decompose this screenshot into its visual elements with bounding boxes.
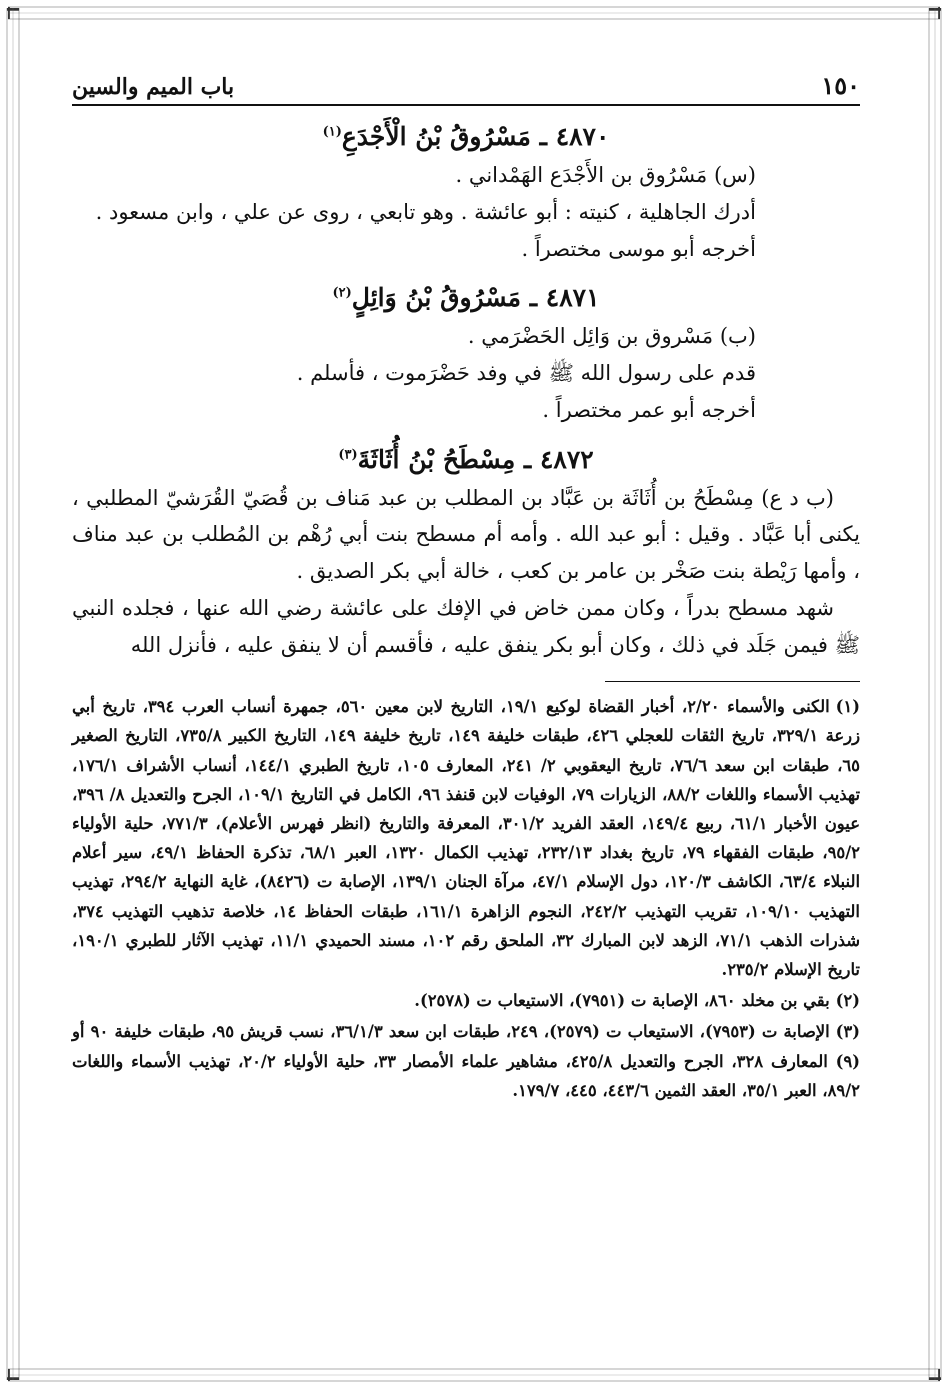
footnote-text: الإصابة ت (٧٩٥٣)، الاستيعاب ت (٢٥٧٩)، ٢٤٩، طبقات ابن سعد ٣٦/١/٣، نسب قريش ٩٥، طبقات خليفة ٩٠ أو (٩) المعارف ٣٢٨، الجرح والتعديل ٤٢٥/٨، مشاهير علماء الأمصار ٣٣، حلية الأولياء ٢٠/٢، تهذيب الأسماء واللغات ٨٩/٢، العبر ٣٥/١، العقد الثمين ٤٤٣/٦، ٤٤٥، ١٧٩/٧. <box>72 1022 860 1100</box>
entry-heading: ٤٨٧١ ـ مَسْرُوقُ بْنُ وَائِلٍ$^{(٢)}$ <box>332 283 600 313</box>
footnote <box>72 986 860 1015</box>
running-title: باب الميم والسين <box>72 74 235 100</box>
footnote <box>72 692 860 984</box>
footnote-text: الكنى والأسماء ٢/٢٠، أخبار القضاة لوكيع ١٩/١، التاريخ لابن معين ٥٦٠، جمهرة أنساب العرب ٣٩٤، تاريخ أبي زرعة ٣٢٩/١، تاريخ الثقات للعجلي ٤٢٦، طبقات خليفة ١٤٩، تاريخ خليفة ١٤٩، التاريخ الكبير ٧٣٥/٨، التاريخ الصغير ٦٥، طبقات ابن سعد ٧٦/٦، تاريخ اليعقوبي ٢/ ٢٤١، المعارف ١٠٥، تاريخ الطبري ١٤٤/١، أنساب الأشراف ١٧٦/١، تهذيب الأسماء واللغات ٨٨/٢، الزيارات ٧٩، الوفيات لابن قنفذ ٩٦، الكامل في التاريخ ١٠٩/١، الجرح والتعديل ٨/ ٣٩٦، عيون الأخبار ٦١/١، ربيع ١٤٩/٤، العقد الفريد ٣٠١/٢، المعرفة والتاريخ (انظر فهرس الأعلام)، ٧٧١/٣، حلية الأولياء ٩٥/٢، طبقات الفقهاء ٧٩، تاريخ بغداد ٢٣٢/١٣، تهذيب الكمال ١٣٢٠، العبر ٦٨/١، تذكرة الحفاظ ٤٩/١، سير أعلام النبلاء ٦٣/٤، الكاشف ١٢٠/٣، دول الإسلام ٤٧/١، مرآة الجنان ١٣٩/١، الإصابة ت (٨٤٢٦)، غاية النهاية ٢٩٤/٢، تهذيب التهذيب ١٠٩/١٠، تقريب التهذيب ٢٤٢/٢، النجوم الزاهرة ١٦١/١، طبقات الحفاظ ١٤، خلاصة تذهيب التهذيب ٣٧٤، شذرات الذهب ٧١/١، الزهد لابن المبارك ٣٢، الملحق رقم ١٠٢، مسند الحميدي ١١/١، تهذيب الآثار للطبري ١٩٠/١، تاريخ الإسلام ٢٣٥/٢. <box>72 697 861 980</box>
page-content <box>72 62 860 1348</box>
footnote-ref: (٢) <box>332 285 352 301</box>
ornamental-border-right <box>928 8 942 1380</box>
entry-paragraph: (س) مَسْرُوق بن الأَجْدَع الهَمْداني . <box>455 163 756 187</box>
ornamental-border-left <box>6 8 20 1380</box>
page-header <box>72 62 860 106</box>
entry-paragraph: (ب د ع) مِسْطَحُ بن أُثَاثَة بن عَبَّاد بن المطلب بن عبد مَناف بن قُصَيّ القُرَشيّ المطلبي ، يكنى أبا عَبَّاد . وقيل : أبو عبد الله . وأمه أم مسطح بنت أبي رُهْم بن المُطلب بن عبد مناف ، وأمها رَيْطة بنت صَخْر بن عامر بن كعب ، خالة أبي بكر الصديق . <box>72 485 860 583</box>
entry-paragraph: أدرك الجاهلية ، كنيته : أبو عائشة . وهو تابعي ، روى عن علي ، وابن مسعود . <box>95 199 756 224</box>
entry-heading: ٤٨٧٢ ـ مِسْطَحُ بْنُ أُثَاثَةَ$^{(٣)}$ <box>338 444 594 474</box>
entry-paragraph: قدم على رسول الله ﷺ في وفد حَضْرَموت ، فأسلم . <box>296 361 756 385</box>
entry-paragraph: أخرجه أبو موسى مختصراً . <box>521 236 756 261</box>
ornamental-border-bottom <box>8 1368 940 1382</box>
footnote-number: (٢) <box>835 991 860 1011</box>
entry-heading: ٤٨٧٠ ـ مَسْرُوقُ بْنُ الْأَجْدَعِ$^{(١)}$ <box>322 122 610 151</box>
footnote-number: (٣) <box>835 1022 860 1042</box>
page-number: ١٥٠ <box>821 71 860 100</box>
footnote-ref: (١) <box>322 124 342 140</box>
entry-paragraph: أخرجه أبو عمر مختصراً . <box>542 397 756 422</box>
entry-paragraph: شهد مسطح بدراً ، وكان ممن خاض في الإفك على عائشة رضي الله عنها ، فجلده النبي ﷺ فيمن جَلَد في ذلك ، وكان أبو بكر ينفق عليه ، فأقسم أن لا ينفق عليه ، فأنزل الله <box>72 595 860 657</box>
footnote-number: (١) <box>835 697 860 717</box>
footnote-text: بقي بن مخلد ٨٦٠، الإصابة ت (٧٩٥١)، الاستيعاب ت (٢٥٧٨). <box>414 991 830 1011</box>
ornamental-border-top <box>8 6 940 20</box>
footnote-divider <box>605 681 860 682</box>
entry-paragraph: (ب) مَسْروق بن وَائِل الحَضْرَمي . <box>467 324 756 349</box>
footnote-ref: (٣) <box>338 447 358 463</box>
footnote <box>72 1017 860 1105</box>
